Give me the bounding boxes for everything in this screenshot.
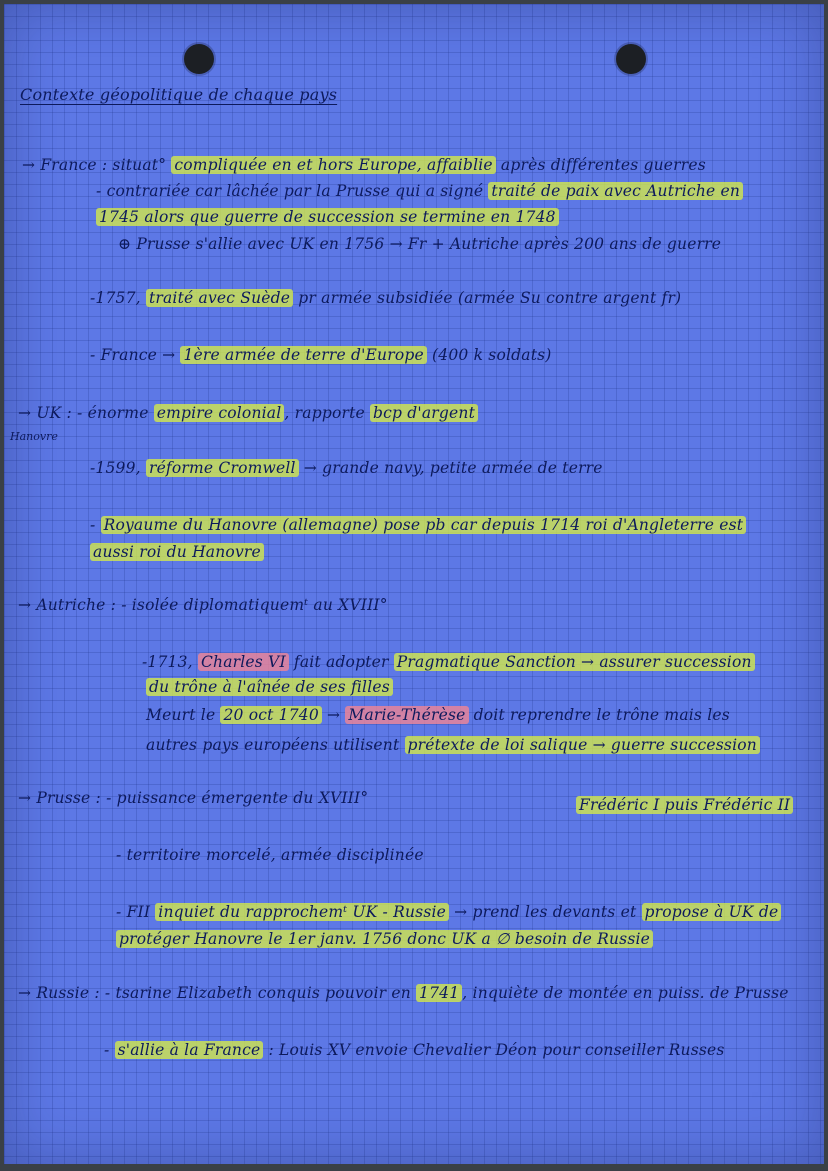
note-text: → Autriche : - isolée diplomatiquemᵗ au XVIII° [18, 596, 388, 614]
note-line [142, 651, 755, 673]
highlighted-text: Marie-Thérèse [345, 706, 468, 724]
note-text: autres pays européens utilisent [146, 736, 405, 754]
highlighted-text: Pragmatique Sanction → assurer succession [394, 653, 755, 671]
note-text: , rapporte [284, 404, 371, 422]
note-text: → UK : - énorme [18, 404, 154, 422]
note-line [146, 704, 730, 726]
notebook-page [4, 4, 824, 1164]
highlighted-text: 20 oct 1740 [220, 706, 321, 724]
highlighted-text: du trône à l'aînée de ses filles [146, 678, 393, 696]
note-text: → grande navy, petite armée de terre [298, 459, 603, 477]
highlighted-text: propose à UK de [642, 903, 782, 921]
note-line [146, 676, 393, 698]
note-text: pr armée subsidiée (armée Su contre argent fr) [293, 289, 682, 307]
note-line [18, 982, 789, 1004]
note-text: - FII [116, 903, 156, 921]
note-text: - contrariée car lâchée par la Prusse qui a signé [96, 182, 489, 200]
note-line [96, 206, 559, 228]
highlighted-text: 1745 alors que guerre de succession se termine en 1748 [96, 208, 559, 226]
highlighted-text: s'allie à la France [115, 1041, 264, 1059]
note-text: après différentes guerres [495, 156, 706, 174]
note-text: , inquiète de montée en puiss. de Prusse [462, 984, 789, 1002]
punch-hole [184, 44, 214, 74]
note-text: → [321, 706, 346, 724]
note-text: - territoire morcelé, armée disciplinée [116, 846, 424, 864]
note-line [90, 344, 552, 366]
highlighted-text: Charles VI [198, 653, 289, 671]
note-line [90, 287, 681, 309]
highlighted-text: inquiet du rapprochemᵗ UK - Russie [155, 903, 449, 921]
note-text: → France : situat° [22, 156, 172, 174]
note-text: -1713, [142, 653, 198, 671]
page-title: Contexte géopolitique de chaque pays [20, 85, 338, 104]
highlighted-text: prétexte de loi salique → guerre succession [405, 736, 760, 754]
note-line [146, 734, 760, 756]
highlighted-text: réforme Cromwell [146, 459, 299, 477]
highlighted-text: 1741 [416, 984, 462, 1002]
note-text: : Louis XV envoie Chevalier Déon pour conseiller Russes [263, 1041, 725, 1059]
highlighted-text: aussi roi du Hanovre [90, 543, 264, 561]
note-line [18, 787, 368, 809]
note-line [90, 457, 603, 479]
note-line [90, 541, 264, 563]
note-text: -1757, [90, 289, 146, 307]
highlighted-text: Royaume du Hanovre (allemagne) pose pb car depuis 1714 roi d'Angleterre est [101, 516, 747, 534]
note-line [104, 1039, 725, 1061]
note-text: → Prusse : - puissance émergente du XVIII° [18, 789, 369, 807]
highlighted-text: empire colonial [154, 404, 285, 422]
note-line [118, 233, 721, 255]
note-text: - France → [90, 346, 181, 364]
punch-hole [616, 44, 646, 74]
note-text: doit reprendre le trône mais les [468, 706, 730, 724]
note-text: -1599, [90, 459, 146, 477]
highlighted-text: bcp d'argent [370, 404, 478, 422]
note-line [96, 180, 743, 202]
note-text: fait adopter [288, 653, 394, 671]
note-line [116, 901, 781, 923]
note-text: → prend les devants et [449, 903, 642, 921]
note-text: (400 k soldats) [426, 346, 552, 364]
note-line [116, 844, 424, 866]
note-line [576, 794, 793, 816]
highlighted-text: 1ère armée de terre d'Europe [180, 346, 426, 364]
note-text: - [90, 516, 101, 534]
highlighted-text: protéger Hanovre le 1er janv. 1756 donc UK a ∅ besoin de Russie [116, 930, 653, 948]
highlighted-text: traité de paix avec Autriche en [488, 182, 743, 200]
note-text: ⊕ Prusse s'allie avec UK en 1756 → Fr + Autriche après 200 ans de guerre [118, 235, 722, 253]
note-text: - [104, 1041, 115, 1059]
note-text: Meurt le [146, 706, 221, 724]
highlighted-text: Frédéric I puis Frédéric II [576, 796, 793, 814]
note-text: → Russie : - tsarine Elizabeth conquis pouvoir en [18, 984, 417, 1002]
highlighted-text: traité avec Suède [146, 289, 293, 307]
margin-label: Hanovre [10, 430, 58, 443]
note-line [18, 402, 478, 424]
note-line [90, 514, 746, 536]
note-line [116, 928, 653, 950]
highlighted-text: compliquée en et hors Europe, affaiblie [171, 156, 495, 174]
note-line [18, 594, 388, 616]
note-line [22, 154, 706, 176]
